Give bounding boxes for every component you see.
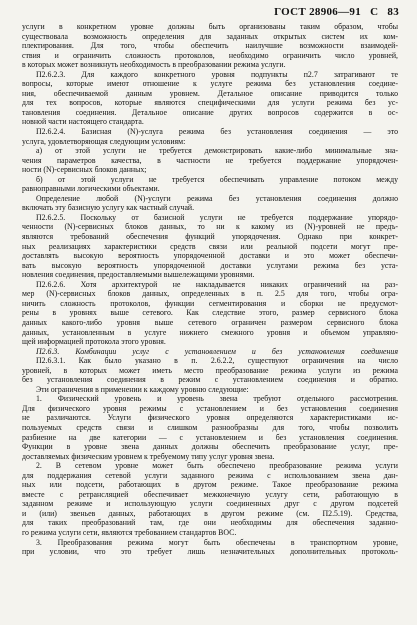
text-line: данных, установленным в услуге нижнего смежного уровня и объемом управляю- [22,327,398,337]
text-line: данных какого-либо уровня выше сетевого ограничен размером сервисного блока [22,317,398,327]
text-line: ствия и ограничить сложность протоколов, необходимо ограничить число уровней, [22,50,398,60]
text-line: новления соединения, предоставляемыми вышележащими уровнями. [22,270,255,280]
text-line: Функции в уровне звена данных должны обеспечить преобразование услуг, пре- [22,442,398,452]
text-line: П2.6.3. Комбинации услуг с установлением и без установления соединения [36,346,398,356]
text-line: вать высокую вероятность упорядоченной доставки услугами режима без уста- [22,260,398,270]
text-line: существовала возможность определения для заданных открытых систем их ком- [22,31,398,41]
text-line: рены в уровнях выше сетевого. Как следствие этого, размер сервисного блока [22,308,398,318]
text-line: го режима услуги сети, являются требованием стандартов ВОС. [22,527,237,537]
text-line: 1. Физический уровень и уровень звена требуют отдельного рассмотрения. [36,394,398,404]
text-line: при условии, что это требует лишь незначительных дополнительных протоколь- [22,547,398,557]
standard-number: ГОСТ 28906—91 [274,6,362,18]
text-line: для поддержания сетевой услуги заданного режима с использованием звена дан- [22,470,398,480]
text-line: доставляемых физическим уровнем к требуемому типу услуг уровня звена. [22,451,275,461]
text-line: Для физического уровня режимы с установлением и без установления соединения [22,403,398,413]
text-line: ничить сложность протоколов, функции сегментирования и сборки не предусмот- [22,298,398,308]
text-line: вопросы, которые имеют отношение к услуге режима без установления соедине- [22,79,398,89]
text-line: б) от этой услуги не требуется обеспечивать управление потоком между [36,174,398,184]
text-line: уровней, в которых может иметь место преобразование режима услуги из режима [22,365,398,375]
text-line: П2.6.2.3. Для каждого конкретного уровня подпункты п2.7 затрагивают те [36,69,398,79]
text-line: вместе с ретрансляцией обеспечивает межконечную услугу сети, работающую в [22,489,398,499]
text-line: мер (N)-сервисных блоков данных, определенных в п. 2.5 для того, чтобы огра- [22,289,398,299]
section-letter: С [370,6,379,18]
page-number: 83 [387,6,399,18]
text-line: Эти ограничения в применении к каждому уровню следующие: [36,384,249,394]
text-line: ных или подсети, работающих в другом режиме. Такое преобразование режима [22,480,398,490]
text-line: являются требований обеспечения функций упорядочения. Однако при конкрет- [22,232,398,242]
document-body [22,22,398,557]
text-line: плектирования. Для того, чтобы обеспечить наилучшие возможности взаимодей- [22,41,398,51]
text-line: а) от этой услуги не требуется демонстрировать какие-либо минимальные зна- [36,146,398,156]
text-line: равноправными логическими объектами. [22,184,160,194]
text-line: услуга, удовлетворяющая следующим условиям: [22,136,186,146]
text-line: П2.6.3.1. Как было указано в п. 2.6.2.2, существуют ограничения на число [36,356,398,366]
text-line: ности (N)-сервисных блоков данных; [22,165,147,175]
page-header [268,6,399,18]
text-line: доставлять высокую вероятность упорядоченной доставки и это может обеспечи- [22,251,398,261]
text-line: заданном режиме и использующую услуги соединенных друг с другом подсетей [22,499,398,509]
text-line: разбиение на две категории — с установлением и без установления соединения. [22,432,398,442]
text-line: 2. В сетевом уровне может быть обеспечено преобразование режима услуги [36,461,398,471]
text-line: П2.6.2.5. Поскольку от базисной услуги не требуется поддержание упорядо- [36,212,398,222]
text-line: Определение любой (N)-услуги режима без установления соединения должно [36,193,398,203]
text-line: включать эту базисную услугу как частный случай. [22,203,195,213]
text-line: П2.6.2.4. Базисная (N)-услуга режима без установления соединения — это [36,127,398,137]
text-line: щей информацией протокола этого уровня. [22,337,166,347]
text-line: ченности (N)-сервисных блоков данных, то ни к какому из (N)-уровней не предъ- [22,222,398,232]
text-line: без установления соединения в режим с установлением соединения и обратно. [22,375,398,385]
text-line: пользуемых средств связи и слишком разнообразны для того, чтобы позволить [22,422,398,432]
text-line: 3. Преобразования режима могут быть обеспечены в транспортном уровне, [36,537,398,547]
text-line: в которых может возникнуть необходимость в преобразовании режима услуги. [22,60,286,70]
text-line: тановления соединения. Детальное описание других вопросов содержится в ос- [22,107,398,117]
text-line: ных реализациях характеристики средств связи или реальной подсети могут пре- [22,241,398,251]
text-line: услуги в конкретном уровне должны быть организованы таким образом, чтобы [22,22,398,31]
text-line: ния, обеспечиваемой данным уровнем. Детальное описание приводится только [22,88,398,98]
text-line: для тех вопросов, которые являются специфическими для услуги режима без ус- [22,98,398,108]
text-line: новной части настоящего стандарта. [22,117,144,127]
text-line: для таких преобразований там, где они необходимы для обеспечения заданно- [22,518,398,528]
text-line: и (или) звеньев данных, работающих в другом режиме (см. П2.5.19). Средства, [22,508,398,518]
text-line: П2.6.2.6. Хотя архитектурой не накладывается никаких ограничений на раз- [36,279,398,289]
text-line: чения параметров качества, в частности не требуется поддержание упорядочен- [22,155,398,165]
text-line: не различаются. Услуги физического уровня определяются характеристиками ис- [22,413,398,423]
